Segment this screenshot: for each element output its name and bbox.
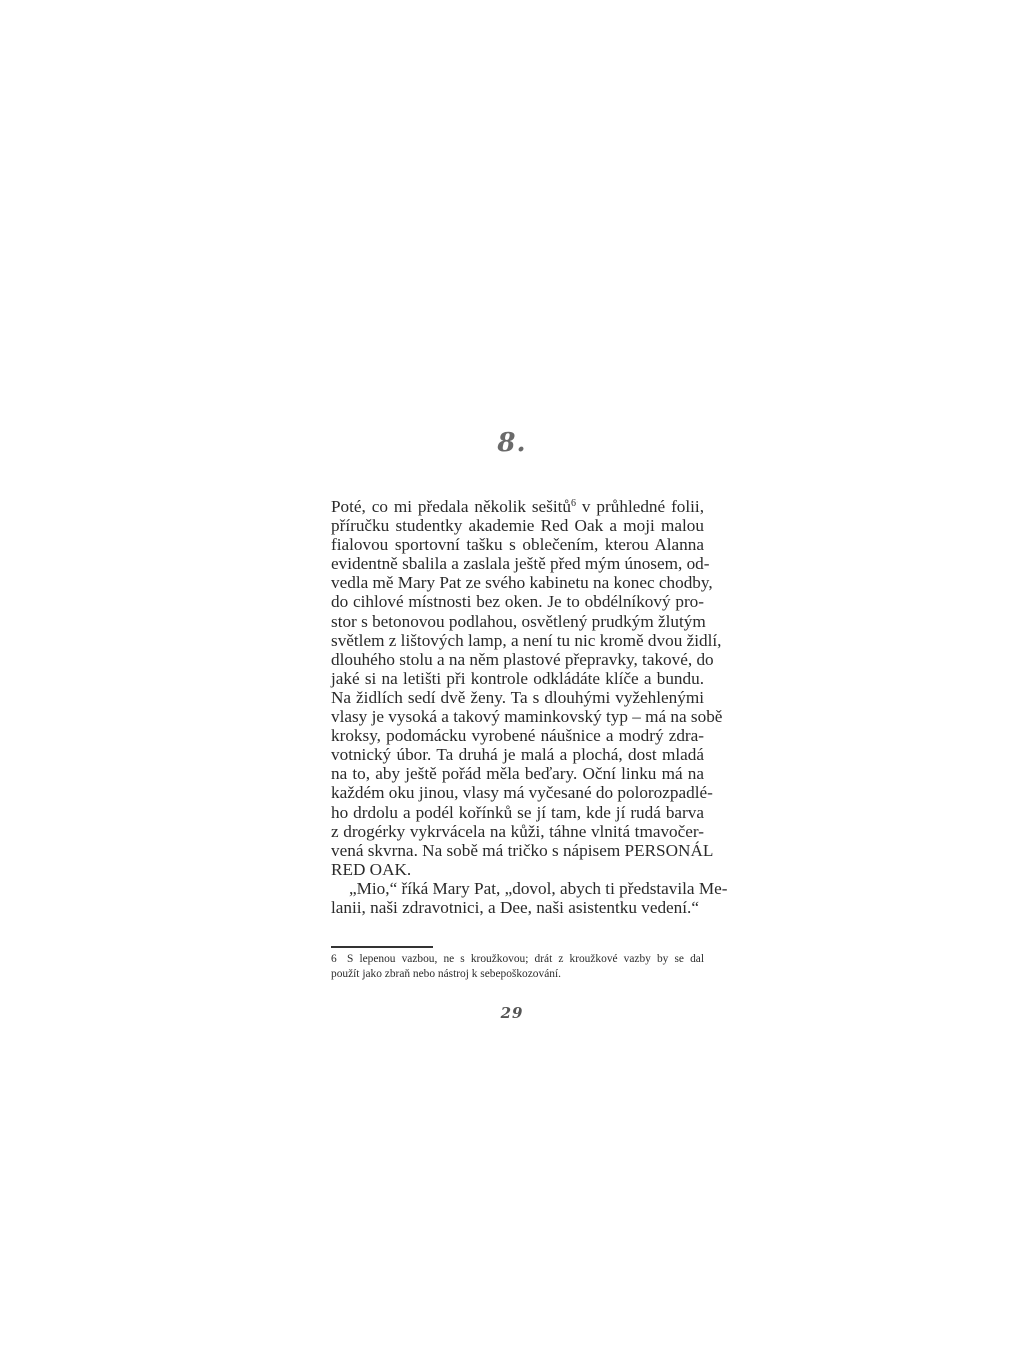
text-line: z drogérky vykrvácela na kůži, táhne vlnitá tmavočer- xyxy=(331,821,704,841)
text-line: příručku studentky akademie Red Oak a moji malou xyxy=(331,516,704,536)
text-line: vená skvrna. Na sobě má tričko s nápisem PERSONÁL xyxy=(331,840,714,860)
footnote-reference: 6 xyxy=(571,498,577,509)
text-line: vedla mě Mary Pat ze svého kabinetu na konec chodby, xyxy=(331,573,713,593)
text-line: kroksy, podomácku vyrobené náušnice a modrý zdra- xyxy=(331,726,704,746)
footnote-text: S lepenou vazbou, ne s kroužkovou; drát z kroužkové vazby by se dal xyxy=(347,953,704,965)
text-line: na to, aby ještě pořád měla beďary. Oční linku má na xyxy=(331,764,704,784)
text-line: ho drdolu a podél kořínků se jí tam, kde jí rudá barva xyxy=(331,802,704,822)
footnote-divider xyxy=(331,946,433,948)
footnote-line: použít jako zbraň nebo nástroj k sebepoškozování. xyxy=(331,968,561,980)
text-line: RED OAK. xyxy=(331,859,412,879)
chapter-number: 8. xyxy=(497,428,527,458)
footnote xyxy=(331,952,704,982)
footnote-line xyxy=(331,952,704,967)
text-line: jaké si na letišti při kontrole odkládáte klíče a bundu. xyxy=(331,668,704,688)
text-line: evidentně sbalila a zaslala ještě před mým únosem, od- xyxy=(331,554,710,574)
text-line: votnický úbor. Ta druhá je malá a plochá, dost mladá xyxy=(331,745,704,765)
footnote-number: 6 xyxy=(331,953,337,965)
text-fragment: Poté, co mi předala několik sešitů xyxy=(331,497,572,516)
text-line xyxy=(331,497,704,516)
text-line: každém oku jinou, vlasy má vyčesané do polorozpadlé- xyxy=(331,783,713,803)
text-line: dlouhého stolu a na něm plastové přepravky, takové, do xyxy=(331,649,714,669)
text-line: světlem z lištových lamp, a není tu nic kromě dvou židlí, xyxy=(331,630,722,650)
body-text xyxy=(331,497,728,917)
text-line: lanii, naši zdravotnici, a Dee, naši asistentku vedení.“ xyxy=(331,897,699,917)
text-line: do cihlové místnosti bez oken. Je to obdélníkový pro- xyxy=(331,592,704,612)
text-line: „Mio,“ říká Mary Pat, „dovol, abych ti představila Me- xyxy=(349,878,728,898)
text-line: stor s betonovou podlahou, osvětlený prudkým žlutým xyxy=(331,611,706,631)
text-line: vlasy je vysoká a takový maminkovský typ – má na sobě xyxy=(331,707,723,727)
text-line: fialovou sportovní tašku s oblečením, kterou Alanna xyxy=(331,535,704,555)
text-fragment: v průhledné folii, xyxy=(576,497,705,516)
page-number: 29 xyxy=(500,1004,524,1022)
text-line: Na židlích sedí dvě ženy. Ta s dlouhými vyžehlenými xyxy=(331,687,704,707)
